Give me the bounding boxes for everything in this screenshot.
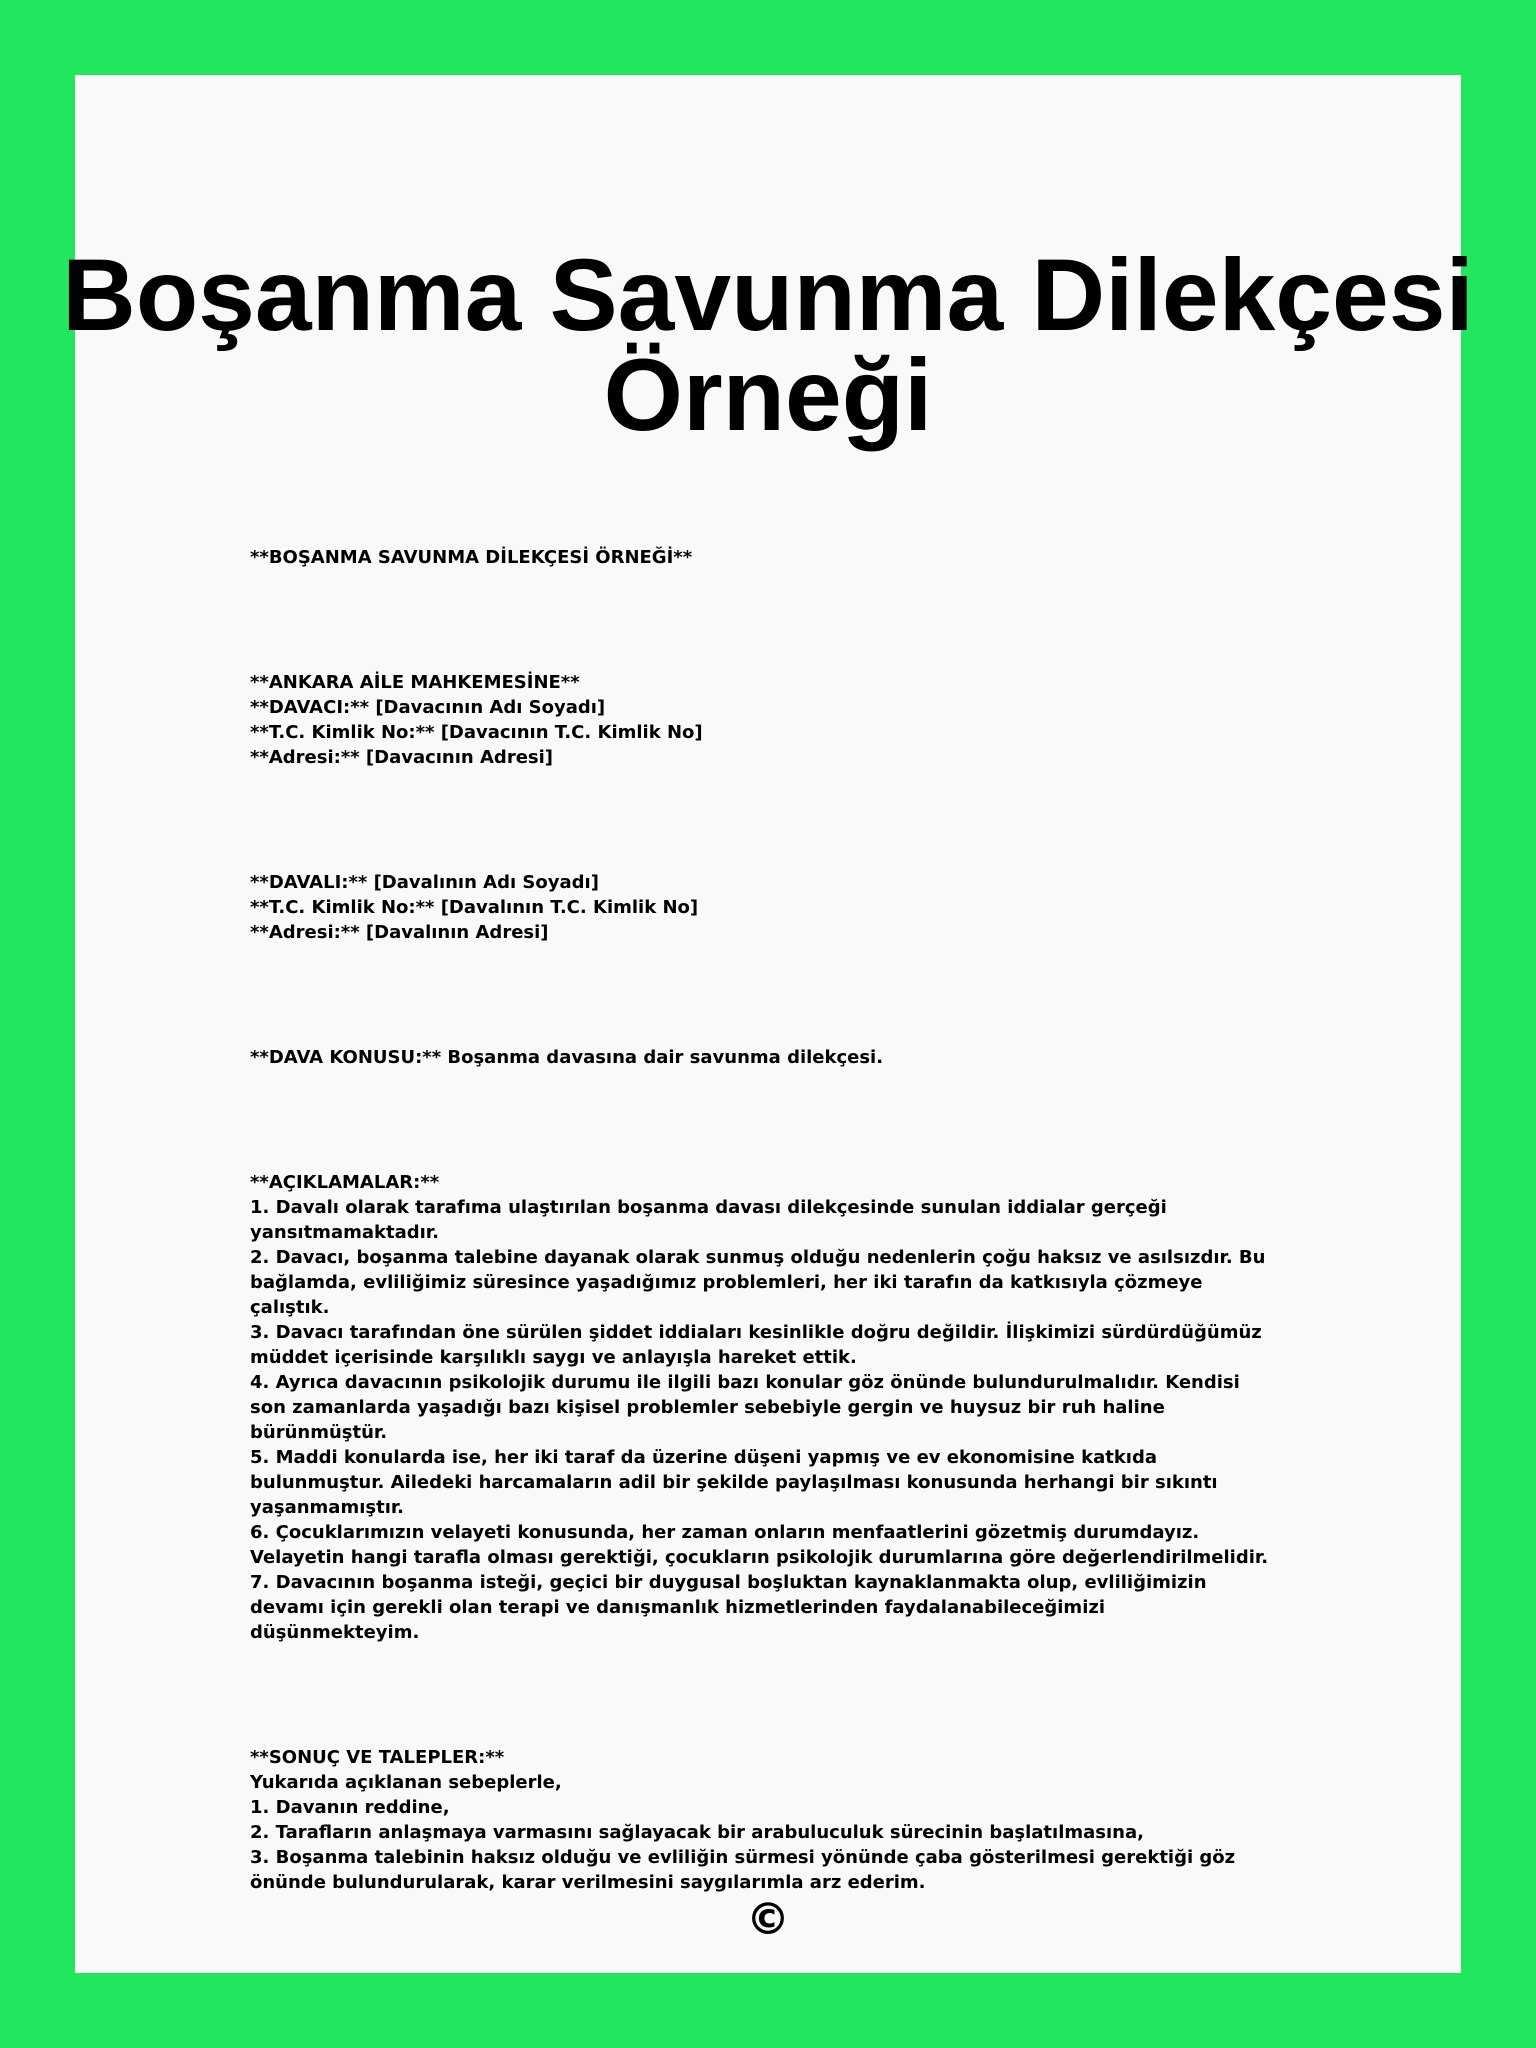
- defendant-name-line: **DAVALI:** [Davalının Adı Soyadı]: [250, 872, 599, 893]
- document-page: [62, 75, 1474, 1973]
- conclusion-heading: **SONUÇ VE TALEPLER:**: [250, 1747, 505, 1768]
- spacer: [250, 945, 1280, 1045]
- spacer: [250, 770, 1280, 870]
- explanation-item: 3. Davacı tarafından öne sürülen şiddet iddiaları kesinlikle doğru değildir. İlişkimizi sürdürdüğümüz müddet içerisinde karşılıklı saygı ve anlayışla hareket ettik.: [250, 1322, 1262, 1368]
- spacer: [250, 1070, 1280, 1170]
- explanations-heading: **AÇIKLAMALAR:**: [250, 1172, 440, 1193]
- spacer: [250, 1645, 1280, 1745]
- plaintiff-address-line: **Adresi:** [Davacının Adresi]: [250, 747, 554, 768]
- conclusion-item: 3. Boşanma talebinin haksız olduğu ve evliliğin sürmesi yönünde çaba gösterilmesi gerektiği göz önünde bulundurularak, karar verilmesini saygılarımla arz ederim.: [250, 1847, 1236, 1893]
- plaintiff-name-line: **DAVACI:** [Davacının Adı Soyadı]: [250, 697, 606, 718]
- petition-heading: **BOŞANMA SAVUNMA DİLEKÇESİ ÖRNEĞİ**: [250, 547, 693, 568]
- conclusion-item: 2. Tarafların anlaşmaya varmasını sağlayacak bir arabuluculuk sürecinin başlatılmasına,: [250, 1822, 1144, 1843]
- document-title: Boşanma Savunma Dilekçesi Örneği: [62, 238, 1474, 452]
- conclusion-item: 1. Davanın reddine,: [250, 1797, 450, 1818]
- case-subject-line: **DAVA KONUSU:** Boşanma davasına dair savunma dilekçesi.: [250, 1047, 884, 1068]
- spacer: [250, 570, 1280, 670]
- explanation-item: 5. Maddi konularda ise, her iki taraf da üzerine düşeni yapmış ve ev ekonomisine katkıda bulunmuştur. Ailedeki harcamaların adil bir şekilde paylaşılması konusunda herhangi bir sıkıntı yaşanmamıştır.: [250, 1447, 1218, 1518]
- explanation-item: 4. Ayrıca davacının psikolojik durumu ile ilgili bazı konular göz önünde bulundurulmalıdır. Kendisi son zamanlarda yaşadığı bazı kişisel problemler sebebiyle gergin ve huysuz bir ruh haline bürünmüştür.: [250, 1372, 1240, 1443]
- court-line: **ANKARA AİLE MAHKEMESİNE**: [250, 672, 580, 693]
- explanation-item: 1. Davalı olarak tarafıma ulaştırılan boşanma davası dilekçesinde sunulan iddialar gerçeği yansıtmamaktadır.: [250, 1197, 1167, 1243]
- explanation-item: 6. Çocuklarımızın velayeti konusunda, her zaman onların menfaatlerini gözetmiş durumdayız. Velayetin hangi tarafla olması gerektiği, çocukların psikolojik durumlarına göre değerlendirilmelidir.: [250, 1522, 1269, 1568]
- copyright-symbol: ©: [746, 1894, 790, 1945]
- explanation-item: 7. Davacının boşanma isteği, geçici bir duygusal boşluktan kaynaklanmakta olup, evliliğimizin devamı için gerekli olan terapi ve danışmanlık hizmetlerinden faydalanabileceğimizi düşünmekteyim.: [250, 1572, 1207, 1643]
- document-body: [250, 545, 1280, 1895]
- defendant-address-line: **Adresi:** [Davalının Adresi]: [250, 922, 549, 943]
- defendant-id-line: **T.C. Kimlik No:** [Davalının T.C. Kimlik No]: [250, 897, 699, 918]
- plaintiff-id-line: **T.C. Kimlik No:** [Davacının T.C. Kimlik No]: [250, 722, 703, 743]
- explanation-item: 2. Davacı, boşanma talebine dayanak olarak sunmuş olduğu nedenlerin çoğu haksız ve asılsızdır. Bu bağlamda, evliliğimiz süresince yaşadığımız problemleri, her iki tarafın da katkısıyla çözmeye çalıştık.: [250, 1247, 1266, 1318]
- conclusion-intro: Yukarıda açıklanan sebeplerle,: [250, 1772, 562, 1793]
